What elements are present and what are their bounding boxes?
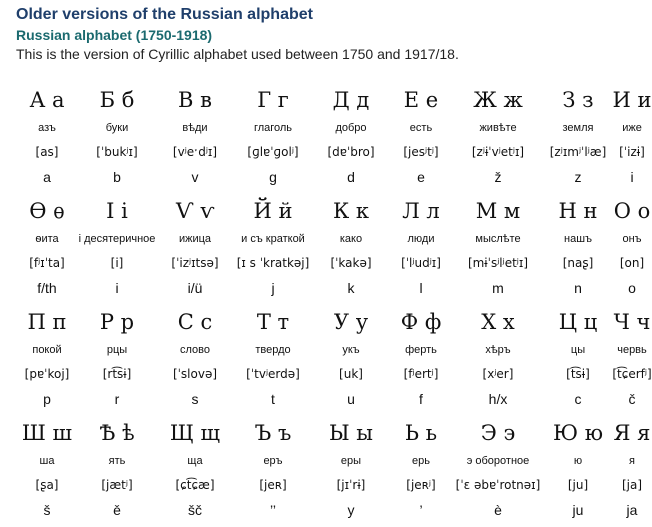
letter-glyph: Ы ы <box>328 421 374 445</box>
letter-cell <box>16 304 78 415</box>
letter-cell <box>312 193 390 304</box>
letter-pronunciation: [jætʲ] <box>101 478 133 492</box>
letter-glyph: С с <box>177 310 213 334</box>
letter-cell <box>452 415 544 526</box>
letter-pronunciation: [ɕt͡ɕæ] <box>175 478 215 492</box>
letter-cell <box>312 415 390 526</box>
intro-text: This is the version of Cyrillic alphabet used between 1750 and 1917/18. <box>16 46 459 62</box>
letter-transliteration: ju <box>572 502 584 518</box>
letter-glyph: П п <box>27 310 67 334</box>
letter-transliteration: o <box>628 280 636 296</box>
letter-transliteration: b <box>113 169 121 185</box>
letter-name: есть <box>409 122 433 134</box>
letter-name: ять <box>108 455 126 467</box>
letter-transliteration: ’ <box>419 502 423 518</box>
letter-transliteration: č <box>628 391 636 407</box>
letter-pronunciation: [uk] <box>339 367 363 381</box>
letter-transliteration: v <box>191 169 199 185</box>
letter-transliteration: ě <box>113 502 121 518</box>
letter-glyph: М м <box>475 199 521 223</box>
letter-pronunciation: [ɡlɐˈɡolʲ] <box>247 145 299 159</box>
letter-transliteration: šč <box>188 502 202 518</box>
letter-pronunciation: [jɪˈrɨ] <box>336 478 366 492</box>
letter-glyph: З з <box>562 88 594 112</box>
letter-cell <box>234 304 312 415</box>
letter-pronunciation: [jeʀʲ] <box>406 478 436 492</box>
letter-pronunciation: [naʂ] <box>562 256 594 270</box>
letter-name: ферть <box>405 344 437 356</box>
letter-pronunciation: [ˈɛ əbɐˈrotnəɪ] <box>455 478 541 492</box>
letter-name: ша <box>39 455 55 467</box>
letter-cell <box>156 415 234 526</box>
letter-transliteration: k <box>347 280 355 296</box>
letter-cell <box>78 304 156 415</box>
letter-cell <box>544 304 612 415</box>
letter-glyph: Й й <box>253 199 293 223</box>
letter-transliteration: a <box>43 169 51 185</box>
letter-pronunciation: [ˈizɨ] <box>619 145 645 159</box>
letter-glyph: Ж ж <box>473 88 523 112</box>
letter-pronunciation: [t͡ɕerfʲ] <box>612 367 652 381</box>
letter-pronunciation: [vʲeˑdʲɪ] <box>172 145 218 159</box>
letter-pronunciation: [zʲɪmʲˈlʲæ] <box>549 145 607 159</box>
letter-name: земля <box>562 122 594 134</box>
letter-cell <box>452 304 544 415</box>
letter-name: иже <box>622 122 642 134</box>
letter-name: рцы <box>106 344 128 356</box>
letter-cell <box>612 415 652 526</box>
letter-glyph: Л л <box>402 199 440 223</box>
letter-cell <box>234 82 312 193</box>
letter-transliteration: z <box>574 169 582 185</box>
letter-pronunciation: [ju] <box>567 478 589 492</box>
letter-glyph: Ч ч <box>613 310 651 334</box>
letter-glyph: Б б <box>99 88 135 112</box>
letter-glyph: Е е <box>403 88 439 112</box>
letter-pronunciation: [jeʀ] <box>259 478 287 492</box>
letter-cell <box>452 82 544 193</box>
letter-pronunciation: [fʲɪˈta] <box>29 256 65 270</box>
letter-name: ижица <box>178 233 212 245</box>
letter-cell <box>612 82 652 193</box>
letter-transliteration: š <box>43 502 51 518</box>
letter-name: како <box>339 233 363 245</box>
letter-name: еръ <box>263 455 283 467</box>
letter-pronunciation: [xʲer] <box>482 367 514 381</box>
letter-name: цы <box>570 344 586 356</box>
letter-cell <box>78 193 156 304</box>
letter-pronunciation: [rt͡sɨ] <box>102 367 132 381</box>
page-title: Older versions of the Russian alphabet <box>16 6 313 23</box>
letter-cell <box>234 193 312 304</box>
letter-cell <box>612 193 652 304</box>
letter-name: ю <box>573 455 583 467</box>
letter-name: онъ <box>622 233 642 245</box>
letter-pronunciation: [as] <box>35 145 59 159</box>
letter-glyph: О о <box>613 199 651 223</box>
letter-glyph: Р р <box>99 310 135 334</box>
letter-cell <box>156 82 234 193</box>
letter-cell <box>16 193 78 304</box>
letter-name: ща <box>187 455 203 467</box>
letter-cell <box>390 415 452 526</box>
letter-cell <box>156 193 234 304</box>
letter-transliteration: i <box>115 280 119 296</box>
letter-glyph: Ѣ ѣ <box>99 421 135 445</box>
page-subtitle: Russian alphabet (1750-1918) <box>16 27 213 43</box>
letter-pronunciation: [ˈlʲudʲɪ] <box>401 256 441 270</box>
letter-name: хѣръ <box>485 344 511 356</box>
letter-name: и съ краткой <box>241 233 305 245</box>
letter-transliteration: ž <box>494 169 502 185</box>
letter-glyph: У у <box>333 310 369 334</box>
letter-transliteration: d <box>347 169 355 185</box>
letter-glyph: Я я <box>613 421 651 445</box>
letter-transliteration: y <box>347 502 355 518</box>
letter-name: буки <box>105 122 129 134</box>
letter-glyph: Ь ь <box>404 421 438 445</box>
letter-glyph: Ф ф <box>400 310 442 334</box>
letter-transliteration: e <box>417 169 425 185</box>
letter-name: покой <box>32 344 62 356</box>
letter-name: ерь <box>412 455 430 467</box>
letter-pronunciation: [ˈizʲɪtsə] <box>171 256 219 270</box>
letter-transliteration: s <box>191 391 199 407</box>
letter-name: укъ <box>342 344 360 356</box>
letter-name: глаголь <box>253 122 293 134</box>
letter-cell <box>544 82 612 193</box>
letter-name: люди <box>407 233 435 245</box>
letter-pronunciation: [on] <box>619 256 645 270</box>
letter-transliteration: n <box>574 280 582 296</box>
letter-cell <box>16 82 78 193</box>
letter-transliteration: è <box>494 502 502 518</box>
letter-transliteration: r <box>114 391 120 407</box>
letter-pronunciation: [mɨˈsʲlʲetʲɪ] <box>467 256 529 270</box>
letter-transliteration: t <box>271 391 275 407</box>
letter-pronunciation: [ɪ s ˈkratkəj] <box>236 256 310 270</box>
letter-cell <box>312 304 390 415</box>
letter-cell <box>390 193 452 304</box>
letter-transliteration: i/ü <box>187 280 203 296</box>
letter-glyph: Ѵ ѵ <box>175 199 215 223</box>
letter-name: добро <box>335 122 367 134</box>
letter-glyph: Ѳ ѳ <box>29 199 65 223</box>
letter-cell <box>544 193 612 304</box>
letter-pronunciation: [ˈslovə] <box>172 367 218 381</box>
letter-cell <box>312 82 390 193</box>
letter-transliteration: g <box>269 169 277 185</box>
letter-glyph: Д д <box>332 88 370 112</box>
letter-transliteration: m <box>492 280 504 296</box>
letter-pronunciation: [ˈtvʲerdə] <box>246 367 300 381</box>
letter-transliteration: ’’ <box>270 502 276 518</box>
letter-pronunciation: [i] <box>110 256 124 270</box>
letter-transliteration: c <box>574 391 582 407</box>
letter-glyph: И и <box>612 88 652 112</box>
letter-name: вѣди <box>182 122 208 134</box>
letter-pronunciation: [jesʲtʲ] <box>403 145 439 159</box>
letter-name: э оборотное <box>466 455 530 467</box>
letter-cell <box>452 193 544 304</box>
letter-glyph: В в <box>178 88 212 112</box>
letter-cell <box>78 82 156 193</box>
letter-transliteration: u <box>347 391 355 407</box>
letter-glyph: Т т <box>256 310 290 334</box>
letter-name: еры <box>340 455 362 467</box>
letter-name: азъ <box>38 122 56 134</box>
letter-name: червь <box>617 344 647 356</box>
alphabet-table <box>16 82 652 526</box>
page <box>16 4 652 518</box>
letter-name: твердо <box>255 344 291 356</box>
letter-cell <box>234 415 312 526</box>
letter-cell <box>544 415 612 526</box>
letter-name: ѳита <box>35 233 59 245</box>
letter-pronunciation: [zʲɨˈvʲetʲɪ] <box>471 145 525 159</box>
letter-cell <box>156 304 234 415</box>
letter-pronunciation: [fʲertʲ] <box>403 367 439 381</box>
letter-pronunciation: [t͡sɨ] <box>566 367 590 381</box>
letter-transliteration: i <box>630 169 634 185</box>
letter-transliteration: j <box>271 280 275 296</box>
letter-name: нашъ <box>564 233 592 245</box>
letter-pronunciation: [ˈkakə] <box>330 256 372 270</box>
letter-glyph: Г г <box>257 88 289 112</box>
letter-pronunciation: [ʂa] <box>35 478 59 492</box>
letter-cell <box>390 82 452 193</box>
letter-pronunciation: [dɐˈbro] <box>327 145 375 159</box>
letter-glyph: Х х <box>481 310 515 334</box>
letter-name: я <box>629 455 635 467</box>
letter-pronunciation: [ˈbukʲɪ] <box>96 145 138 159</box>
letter-name: слово <box>180 344 210 356</box>
letter-cell <box>16 415 78 526</box>
letter-glyph: Э э <box>480 421 516 445</box>
letter-transliteration: ja <box>626 502 638 518</box>
letter-cell <box>390 304 452 415</box>
letter-name: мыслѣте <box>475 233 521 245</box>
letter-transliteration: f/th <box>37 280 57 296</box>
letter-glyph: Ъ ъ <box>254 421 292 445</box>
letter-glyph: Ц ц <box>558 310 598 334</box>
letter-transliteration: p <box>43 391 51 407</box>
letter-glyph: К к <box>332 199 370 223</box>
letter-cell <box>612 304 652 415</box>
letter-transliteration: l <box>419 280 423 296</box>
letter-glyph: Ш ш <box>21 421 73 445</box>
letter-pronunciation: [ja] <box>621 478 643 492</box>
letter-glyph: А а <box>29 88 65 112</box>
letter-glyph: Н н <box>558 199 598 223</box>
letter-glyph: Ю ю <box>552 421 604 445</box>
letter-transliteration: h/x <box>488 391 508 407</box>
letter-glyph: І і <box>106 199 128 223</box>
letter-pronunciation: [pɐˈkoj] <box>24 367 70 381</box>
letter-transliteration: f <box>419 391 423 407</box>
letter-name: і десятеричное <box>78 233 156 245</box>
letter-name: живѣте <box>479 122 517 134</box>
letter-cell <box>78 415 156 526</box>
letter-glyph: Щ щ <box>169 421 221 445</box>
